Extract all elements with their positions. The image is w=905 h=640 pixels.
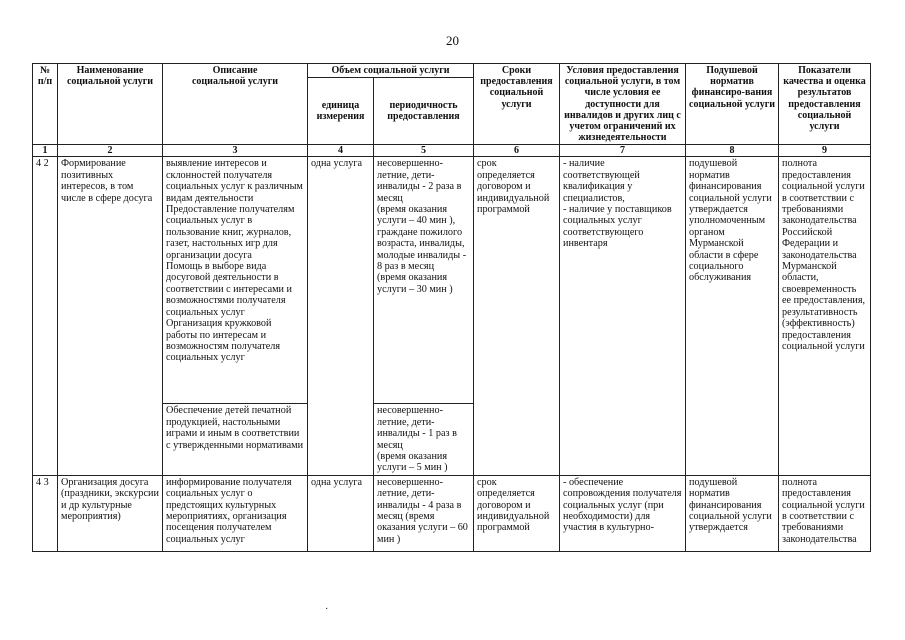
service-name: Формирование позитивных интересов, в том числе в сфере досуга bbox=[58, 157, 163, 475]
col-number: 9 bbox=[779, 145, 871, 157]
service-periodicity-sub: несовершенно- летние, дети-инвалиды - 1 раз в месяц (время оказания услуги – 5 мин ) bbox=[374, 404, 474, 475]
scan-dot: · bbox=[325, 604, 329, 615]
service-periodicity: несовершенно- летние, дети-инвалиды - 2 раза в месяц (время оказания услуги – 40 мин ), граждане пожилого возраста, инвалиды, молодые инвалиды - 8 раз в месяц (время оказания услуги – 30 мин ) bbox=[374, 157, 474, 404]
col-number: 5 bbox=[374, 145, 474, 157]
header-norm: Подушевой норматив финансиро-вания социальной услуги bbox=[686, 64, 779, 145]
service-conditions: - наличие соответствующей квалификация у специалистов, - наличие у поставщиков социальных услуг соответствующего инвентаря bbox=[560, 157, 686, 475]
service-description: информирование получателя социальных услуг о предстоящих культурных мероприятиях, организация посещения получателем социальных услуг bbox=[163, 475, 308, 551]
header-description: Описание социальной услуги bbox=[163, 64, 308, 145]
col-number: 6 bbox=[474, 145, 560, 157]
col-number: 1 bbox=[33, 145, 58, 157]
col-number: 4 bbox=[308, 145, 374, 157]
service-terms: срок определяется договором и индивидуальной программой bbox=[474, 475, 560, 551]
header-volume: Объем социальной услуги bbox=[308, 64, 474, 78]
service-indicators: полнота предоставления социальной услуги в соответствии с требованиями законодательства bbox=[779, 475, 871, 551]
row-num: 4 3 bbox=[33, 475, 58, 551]
service-description: выявление интересов и склонностей получателя социальных услуг к различным видам деятельности Предоставление получателям социальных услуг в пользование книг, журналов, газет, настольных игр для организации досуга Помощь в выборе вида досуговой деятельности в соответствии с интересами и возможностями получателя социальных услуг Организация кружковой работы по интересам и возможностям получателя социальных услуг bbox=[163, 157, 308, 404]
header-terms: Сроки предоставления социальной услуги bbox=[474, 64, 560, 145]
col-number: 8 bbox=[686, 145, 779, 157]
header-periodicity: периодичность предоставления bbox=[374, 78, 474, 145]
service-unit: одна услуга bbox=[308, 475, 374, 551]
col-number: 3 bbox=[163, 145, 308, 157]
service-unit: одна услуга bbox=[308, 157, 374, 475]
service-terms: срок определяется договором и индивидуальной программой bbox=[474, 157, 560, 475]
col-number: 2 bbox=[58, 145, 163, 157]
header-row bbox=[33, 64, 871, 78]
column-numbers-row bbox=[33, 145, 871, 157]
service-norm: подушевой норматив финансирования социальной услуги утверждается уполномоченным органом Мурманской области в сфере социального обслуживания bbox=[686, 157, 779, 475]
service-periodicity: несовершенно- летние, дети-инвалиды - 4 раза в месяц (время оказания услуги – 60 мин ) bbox=[374, 475, 474, 551]
col-number: 7 bbox=[560, 145, 686, 157]
service-indicators: полнота предоставления социальной услуги в соответствии с требованиями законодательства Российской Федерации и законодательства Мурманской области, своевременность ее предоставления, результативность (эффективность) предоставления социальной услуги bbox=[779, 157, 871, 475]
header-num: № п/п bbox=[33, 64, 58, 145]
services-table bbox=[32, 63, 871, 552]
service-conditions: - обеспечение сопровождения получателя социальных услуг (при необходимости) для участия в культурно- bbox=[560, 475, 686, 551]
service-norm: подушевой норматив финансирования социальной услуги утверждается bbox=[686, 475, 779, 551]
row-num: 4 2 bbox=[33, 157, 58, 475]
header-indicators: Показатели качества и оценка результатов предоставления социальной услуги bbox=[779, 64, 871, 145]
header-conditions: Условия предоставления социальной услуги, в том числе условия ее доступности для инвалидов и других лиц с учетом ограничений их жизнедеятельности bbox=[560, 64, 686, 145]
table-row bbox=[33, 157, 871, 404]
service-name: Организация досуга (праздники, экскурсии и др культурные мероприятия) bbox=[58, 475, 163, 551]
service-description-sub: Обеспечение детей печатной продукцией, настольными играми и иным в соответствии с утвержденными нормативами bbox=[163, 404, 308, 475]
page-number: 20 bbox=[446, 33, 459, 48]
header-name: Наименование социальной услуги bbox=[58, 64, 163, 145]
table-row bbox=[33, 475, 871, 551]
header-unit: единица измерения bbox=[308, 78, 374, 145]
